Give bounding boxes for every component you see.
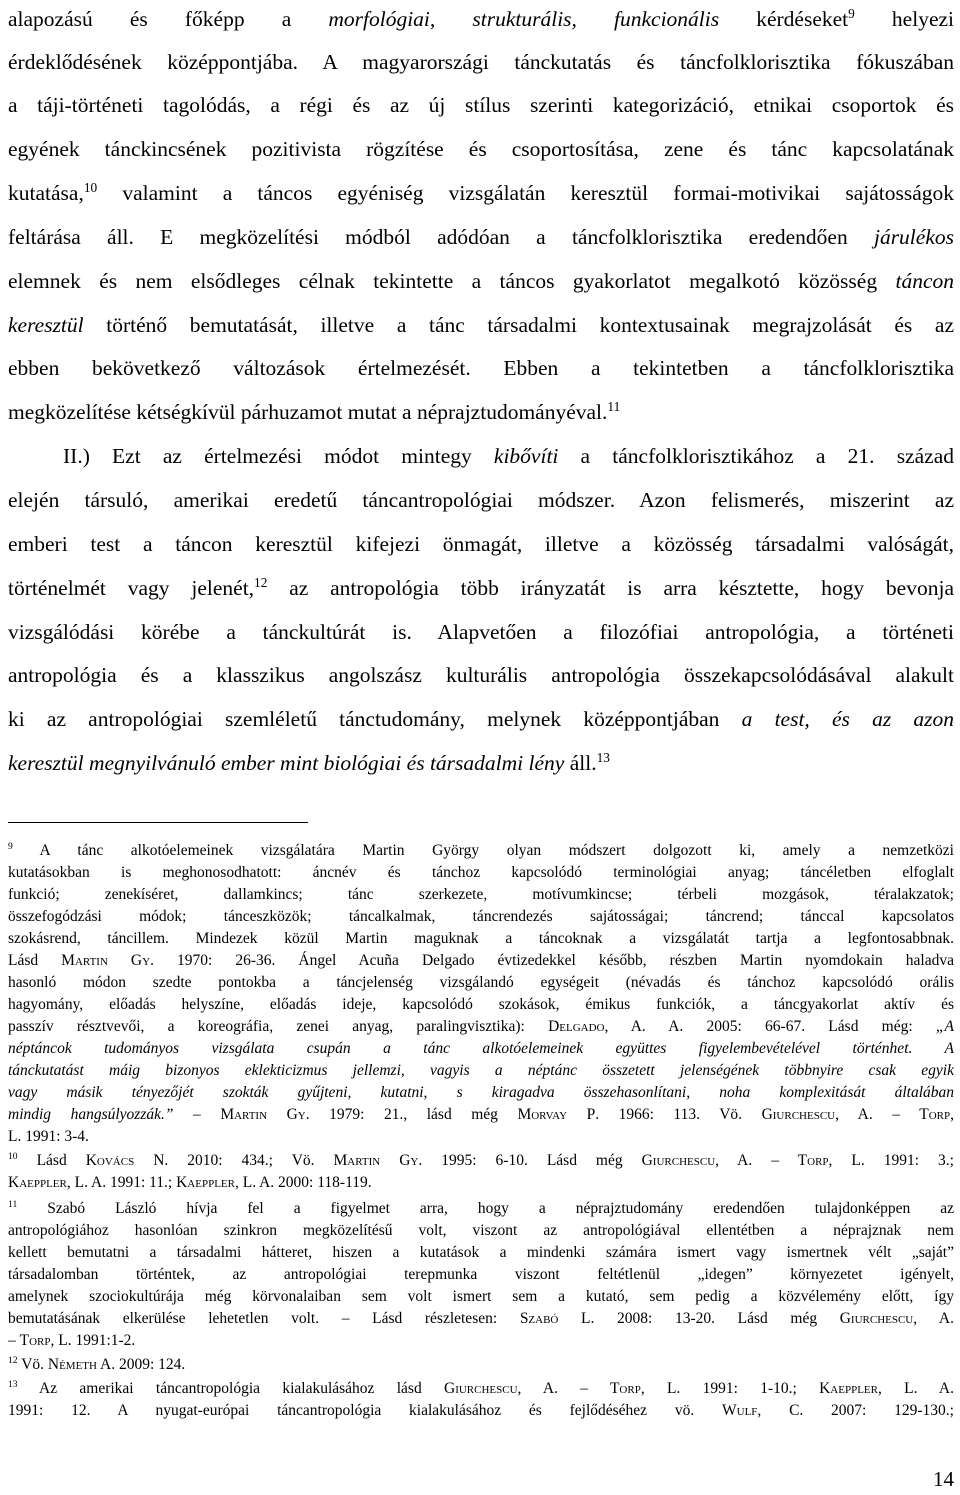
body-line: keresztül megnyilvánuló ember mint biológiai és társadalmi lény áll.$^{13}$: [8, 749, 610, 775]
footnote-line: $^{10}$ Lásd Kovács N. 2010: 434.; Vö. Martin Gy. 1995: 6-10. Lásd még Giurchescu, A. – Torp, L. 1991: 3.;: [8, 1150, 954, 1169]
footnote-line: 1991: 12. A nyugat-európai táncantropológia kialakulásához és fejlődéséhez vö. Wulf, C. 2007: 129-130.;: [8, 1402, 954, 1419]
footnote-line: Lásd Martin Gy. 1970: 26-36. Ángel Acuña Delgado évtizedekkel később, részben Martin nyomdokain haladva: [8, 952, 954, 969]
footnote-ref[interactable]: 13: [596, 749, 610, 765]
footnote-line: Kaeppler, L. A. 1991: 11.; Kaeppler, L. A. 2000: 118-119.: [8, 1174, 372, 1191]
body-line: történelmét vagy jelenét,$^{12}$ az antropológia több irányzatát is arra késztette, hogy bevonja: [8, 574, 954, 600]
footnote-line: $^9$ A tánc alkotóelemeinek vizsgálatára Martin György olyan módszert dolgozott ki, amely a nemzetközi: [8, 840, 954, 859]
footnote-line: társadalomban történtek, az antropológiai terepmunka viszont feltétlenül „idegen” környezetet igényelt,: [8, 1266, 954, 1283]
footnote-line: funkció; zenekíséret, dallamkincs; tánc szerkezete, motívumkincse; térbeli mozgások, téralakzatok;: [8, 886, 954, 903]
footnote-line: vagy másik tényezőjét szokták gyűjteni, kutatni, s kiragadva összehasonlítani, noha komplexitását általában: [8, 1084, 954, 1101]
footnote-line: $^{11}$ Szabó László hívja fel a figyelmet arra, hogy a néprajztudomány eredendően tulajdonképpen az: [8, 1198, 954, 1217]
body-line: vizsgálódási körébe a tánckultúrát is. Alapvetően a filozófiai antropológia, a történeti: [8, 620, 954, 644]
page-number: 14: [933, 1467, 954, 1491]
body-line: keresztül történő bemutatását, illetve a tánc társadalmi kontextusainak megrajzolását és az: [8, 313, 954, 337]
body-line: megközelítése kétségkívül párhuzamot mutat a néprajztudományéval.$^{11}$: [8, 398, 621, 424]
footnote-ref[interactable]: 12: [254, 574, 268, 590]
footnote-line: antropológiához hasonlóan szinkron megközelítésű volt, viszont az antropológiával ellentétben a néprajznak nem: [8, 1222, 954, 1239]
footnote-line: L. 1991: 3-4.: [8, 1128, 89, 1145]
body-line: egyének tánckincsének pozitivista rögzítése és csoportosítása, zene és tánc kapcsolatának: [8, 137, 954, 161]
body-line: elején társuló, amerikai eredetű táncantropológiai módszer. Azon felismerés, miszerint az: [8, 488, 954, 512]
body-line: a táji-történeti tagolódás, a régi és az új stílus szerinti kategorizáció, etnikai csoportok és: [8, 93, 954, 117]
footnote-ref[interactable]: 9: [848, 5, 855, 21]
body-line: ebben bekövetkező változások értelmezését. Ebben a tekintetben a táncfolklorisztika: [8, 356, 954, 380]
footnote-separator: [8, 822, 308, 823]
body-line: alapozású és főképp a morfológiai, strukturális, funkcionális kérdéseket$^9$ helyezi: [8, 5, 955, 31]
footnote-line: hagyomány, előadás helyszíne, előadás ideje, kapcsolódó szokások, émikus funkciók, a táncgyakorlat aktív és: [8, 996, 954, 1013]
footnote-line: $^{12}$ Vö. Németh A. 2009: 124.: [8, 1354, 186, 1373]
footnote-line: – Torp, L. 1991:1-2.: [8, 1332, 136, 1349]
footnote-line: szokásrend, táncillem. Mindezek közül Martin maguknak a táncoknak a vizsgálatát tartja a legfontosabbnak.: [8, 930, 954, 947]
footnote-line: néptáncok tudományos vizsgálata csupán a tánc alkotóelemeinek együttes figyelembevételével történhet. A: [8, 1040, 954, 1057]
footnote-line: passzív résztvevői, a koreográfia, zenei anyag, paralingvisztika): Delgado, A. A. 2005: 66-67. Lásd még: „A: [8, 1018, 954, 1035]
footnote-ref[interactable]: 10: [83, 179, 98, 195]
body-line: emberi test a táncon keresztül kifejezi önmagát, illetve a közösség társadalmi valóságát,: [8, 532, 954, 556]
footnote-line: hasonló módon szedte pontokba a táncjelenség vizsgálandó egységeit (névadás és tánchoz kapcsolódó orális: [8, 974, 954, 991]
footnote-line: mindig hangsúlyozzák.” – Martin Gy. 1979: 21., lásd még Morvay P. 1966: 113. Vö. Giurchescu, A. – Torp,: [8, 1106, 954, 1123]
body-line: ki az antropológiai szemléletű tánctudomány, melynek középpontjában a test, és az azon: [8, 707, 954, 731]
footnote-line: tánckutatást máig bizonyos eklekticizmus jellemzi, vagyis a néptánc összetett jelenségének többnyire csak egyik: [8, 1062, 954, 1079]
body-line: kutatása,$^{10}$ valamint a táncos egyéniség vizsgálatán keresztül formai-motivikai sajátosságok: [8, 179, 954, 205]
footnote-ref[interactable]: 11: [607, 398, 621, 414]
footnote-line: összefogódzási módok; tánceszközök; táncalkalmak, táncrendezés sajátosságai; táncrend; tánccal kapcsolatos: [8, 908, 954, 925]
body-line: antropológia és a klasszikus angolszász kulturális antropológia összekapcsolódásával alakult: [8, 663, 954, 687]
body-line: feltárása áll. E megközelítési módból adódóan a táncfolklorisztika eredendően járulékos: [8, 225, 954, 249]
footnote-line: amelynek szociokultúrája még körvonalaiban sem volt ismert sem a kutató, sem pedig a közvélemény előtt, így: [8, 1288, 954, 1305]
footnote-line: bemutatásának elkerülése lehetetlen volt. – Lásd részletesen: Szabó L. 2008: 13-20. Lásd még Giurchescu, A.: [8, 1310, 954, 1327]
body-line: II.) Ezt az értelmezési módot mintegy kibővíti a táncfolklorisztikához a 21. század: [63, 444, 954, 468]
footnote-line: kutatásokban is meghonosodhatott: áncnév és tánchoz kapcsolódó terminológiai anyag; táncéletben elfoglalt: [8, 864, 954, 881]
footnote-line: kellett bemutatni a társadalmi hátteret, hiszen a kutatások a mindenki számára ismert vagy ismertnek vélt „saját”: [8, 1244, 954, 1261]
body-line: elemnek és nem elsődleges célnak tekintette a táncos gyakorlatot megalkotó közösség táncon: [8, 269, 954, 293]
footnote-line: $^{13}$ Az amerikai táncantropológia kialakulásához lásd Giurchescu, A. – Torp, L. 1991: 1-10.; Kaeppler, L. A.: [8, 1378, 954, 1397]
body-line: érdeklődésének középpontjába. A magyarországi tánckutatás és táncfolklorisztika fókuszában: [8, 50, 954, 74]
